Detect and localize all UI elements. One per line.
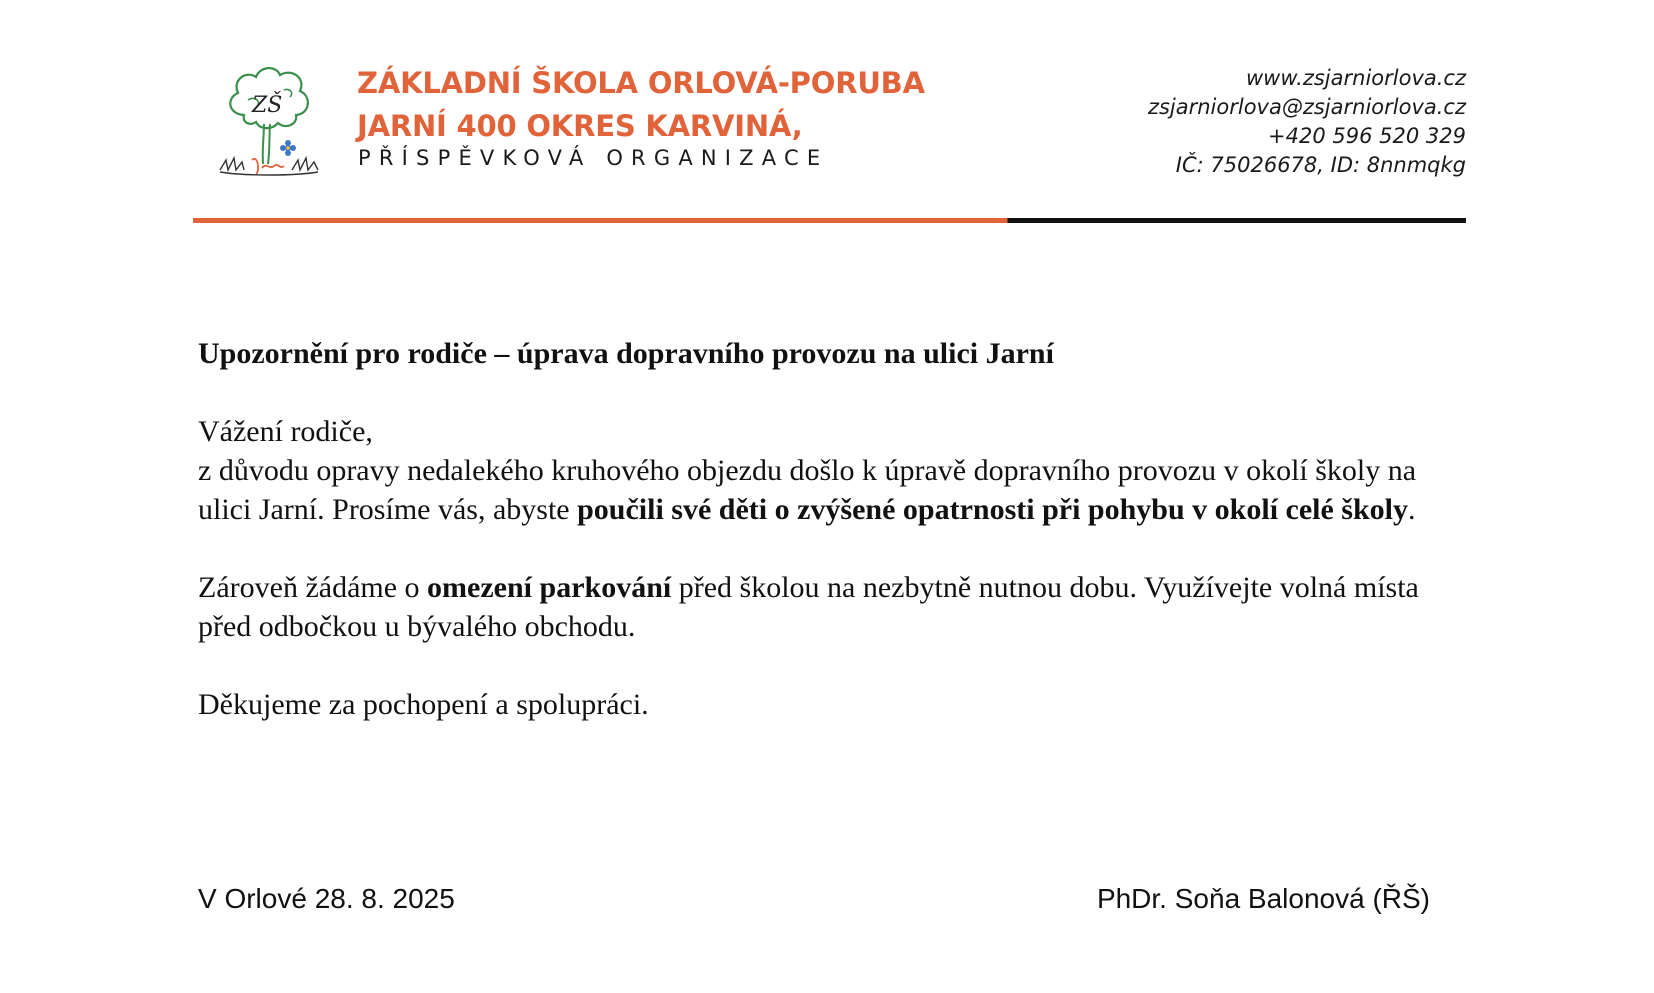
- organization-type: PŘÍSPĚVKOVÁ ORGANIZACE: [358, 146, 829, 170]
- school-name: [357, 62, 925, 148]
- paragraph-traffic-emphasis: poučili své děti o zvýšené opatrnosti při pohybu v okolí celé školy: [577, 493, 1408, 526]
- school-logo: [214, 60, 324, 180]
- paragraph-parking-emphasis: omezení parkování: [427, 571, 672, 604]
- paragraph-traffic-text: z důvodu opravy nedalekého kruhového objezdu došlo k úpravě dopravního provozu v okolí školy na ulici Jarní. Prosíme vás, abyste: [198, 454, 1417, 526]
- greeting: Vážení rodiče,: [198, 415, 373, 448]
- paragraph-parking-end: před školou na nezbytně nutnou dobu. Využívejte volná místa před odbočkou u bývalého obchodu.: [198, 571, 1419, 643]
- letter-body: [198, 334, 1448, 724]
- place-date: V Orlové 28. 8. 2025: [198, 883, 455, 914]
- paragraph-traffic: [198, 451, 1448, 529]
- closing-line: Děkujeme za pochopení a spolupráci.: [198, 688, 649, 721]
- paragraph-parking: [198, 568, 1448, 646]
- spacer: [198, 373, 1448, 412]
- school-tree-logo-icon: [214, 60, 324, 180]
- spacer: [198, 529, 1448, 568]
- contact-block: [1148, 64, 1466, 180]
- header-divider: [193, 218, 1466, 223]
- company-ids: IČ: 75026678, ID: 8nnmqkg: [1175, 153, 1466, 177]
- svg-text:ZŠ: ZŠ: [252, 93, 283, 118]
- signature: PhDr. Soňa Balonová (ŘŠ): [1096, 883, 1430, 914]
- phone-number: +420 596 520 329: [1268, 124, 1466, 148]
- website-link[interactable]: www.zsjarniorlova.cz: [1245, 66, 1466, 90]
- school-name-line-1: ZÁKLADNÍ ŠKOLA ORLOVÁ-PORUBA: [357, 66, 925, 100]
- email-link[interactable]: zsjarniorlova@zsjarniorlova.cz: [1147, 95, 1466, 119]
- paragraph-traffic-end: .: [1408, 493, 1416, 526]
- school-name-line-2: JARNÍ 400 OKRES KARVINÁ,: [357, 109, 803, 143]
- paragraph-parking-start: Zároveň žádáme o: [198, 571, 428, 604]
- spacer: [198, 646, 1448, 685]
- letter-title: Upozornění pro rodiče – úprava dopravního provozu na ulici Jarní: [198, 337, 1054, 370]
